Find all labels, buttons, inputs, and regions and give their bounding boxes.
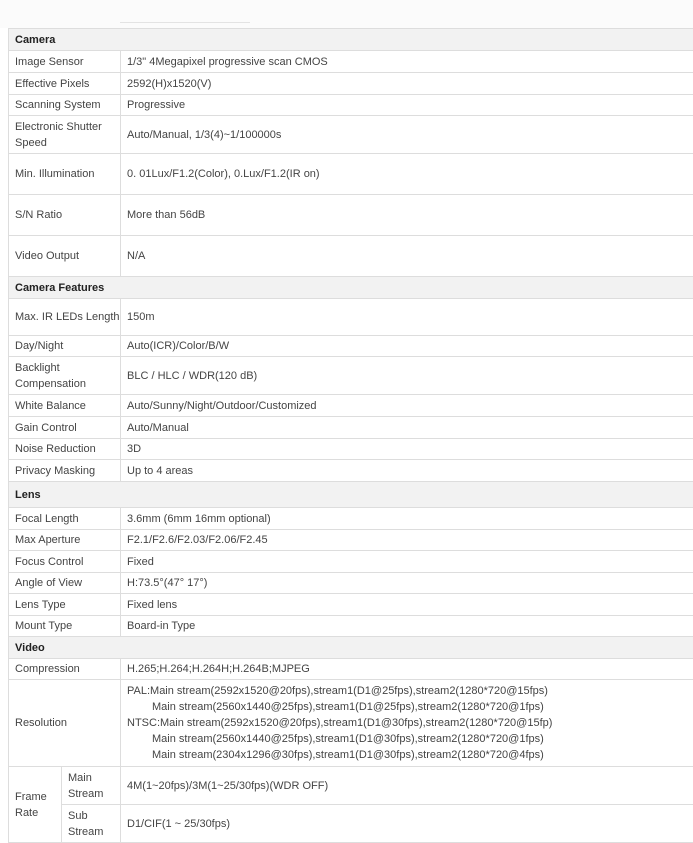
spec-value: 2592(H)x1520(V) xyxy=(121,73,693,95)
section-title: Camera xyxy=(9,29,693,51)
section-row-camera xyxy=(9,29,693,51)
spec-value: 0. 01Lux/F1.2(Color), 0.Lux/F1.2(IR on) xyxy=(121,154,693,195)
spec-value: 3.6mm (6mm 16mm optional) xyxy=(121,508,693,530)
spec-label: Max. IR LEDs Length xyxy=(9,299,121,336)
spec-label: Frame Rate xyxy=(9,767,62,843)
spec-value: 1/3" 4Megapixel progressive scan CMOS xyxy=(121,51,693,73)
spec-value: H:73.5°(47° 17°) xyxy=(121,573,693,594)
spec-label: Privacy Masking xyxy=(9,460,121,482)
resolution-line: Main stream(2560x1440@25fps),stream1(D1@25fps),stream2(1280*720@1fps) xyxy=(127,699,693,715)
spec-label: Min. Illumination xyxy=(9,154,121,195)
section-title: Camera Features xyxy=(9,277,693,299)
divider xyxy=(120,22,250,23)
table-row xyxy=(9,95,693,116)
section-row-video xyxy=(9,637,693,659)
section-title: Video xyxy=(9,637,693,659)
spec-label: Resolution xyxy=(9,680,121,767)
table-row xyxy=(9,508,693,530)
table-row xyxy=(9,616,693,637)
page-top-strip xyxy=(0,0,693,28)
spec-value: H.265;H.264;H.264H;H.264B;MJPEG xyxy=(121,659,693,680)
table-row xyxy=(9,236,693,277)
section-row-camera-features xyxy=(9,277,693,299)
spec-value: D1/CIF(1 ~ 25/30fps) xyxy=(121,805,693,843)
spec-label: Focus Control xyxy=(9,551,121,573)
spec-label: Image Sensor xyxy=(9,51,121,73)
spec-value: Auto(ICR)/Color/B/W xyxy=(121,336,693,357)
spec-value: Auto/Sunny/Night/Outdoor/Customized xyxy=(121,395,693,417)
spec-label: Scanning System xyxy=(9,95,121,116)
resolution-line: PAL:Main stream(2592x1520@20fps),stream1(D1@25fps),stream2(1280*720@15fps) xyxy=(127,683,693,699)
section-title: Lens xyxy=(9,482,693,508)
spec-label: Video Output xyxy=(9,236,121,277)
spec-value: 3D xyxy=(121,439,693,460)
spec-value: Progressive xyxy=(121,95,693,116)
table-row xyxy=(9,659,693,680)
table-row xyxy=(9,573,693,594)
table-row xyxy=(9,154,693,195)
resolution-line: NTSC:Main stream(2592x1520@20fps),stream1(D1@30fps),stream2(1280*720@15fp) xyxy=(127,715,693,731)
spec-sublabel: Sub Stream xyxy=(62,805,121,843)
spec-label: S/N Ratio xyxy=(9,195,121,236)
spec-sublabel: Main Stream xyxy=(62,767,121,805)
spec-value: More than 56dB xyxy=(121,195,693,236)
table-row xyxy=(9,805,693,843)
resolution-line: Main stream(2304x1296@30fps),stream1(D1@30fps),stream2(1280*720@4fps) xyxy=(127,747,693,763)
spec-label: Compression xyxy=(9,659,121,680)
spec-label: Angle of View xyxy=(9,573,121,594)
spec-label: White Balance xyxy=(9,395,121,417)
spec-value: Auto/Manual xyxy=(121,417,693,439)
table-row xyxy=(9,195,693,236)
section-row-lens xyxy=(9,482,693,508)
spec-value: Fixed lens xyxy=(121,594,693,616)
spec-value: 150m xyxy=(121,299,693,336)
spec-label: Gain Control xyxy=(9,417,121,439)
table-row xyxy=(9,357,693,395)
spec-value: BLC / HLC / WDR(120 dB) xyxy=(121,357,693,395)
table-row xyxy=(9,767,693,805)
spec-value: Fixed xyxy=(121,551,693,573)
spec-label: Noise Reduction xyxy=(9,439,121,460)
spec-label: Lens Type xyxy=(9,594,121,616)
table-row xyxy=(9,51,693,73)
spec-label: Backlight Compensation xyxy=(9,357,121,395)
spec-value: Board-in Type xyxy=(121,616,693,637)
spec-label: Day/Night xyxy=(9,336,121,357)
spec-label: Focal Length xyxy=(9,508,121,530)
spec-value: Auto/Manual, 1/3(4)~1/100000s xyxy=(121,116,693,154)
table-row xyxy=(9,439,693,460)
table-row xyxy=(9,116,693,154)
spec-label: Effective Pixels xyxy=(9,73,121,95)
spec-label: Mount Type xyxy=(9,616,121,637)
table-row xyxy=(9,551,693,573)
table-row xyxy=(9,594,693,616)
table-row xyxy=(9,73,693,95)
spec-label: Electronic Shutter Speed xyxy=(9,116,121,154)
spec-value: Up to 4 areas xyxy=(121,460,693,482)
spec-table xyxy=(8,28,693,843)
table-row xyxy=(9,680,693,767)
table-row xyxy=(9,299,693,336)
resolution-values xyxy=(121,680,693,767)
table-row xyxy=(9,417,693,439)
resolution-line: Main stream(2560x1440@25fps),stream1(D1@30fps),stream2(1280*720@1fps) xyxy=(127,731,693,747)
spec-value: 4M(1~20fps)/3M(1~25/30fps)(WDR OFF) xyxy=(121,767,693,805)
table-row xyxy=(9,336,693,357)
table-row xyxy=(9,395,693,417)
spec-label: Max Aperture xyxy=(9,530,121,551)
table-row xyxy=(9,530,693,551)
spec-value: F2.1/F2.6/F2.03/F2.06/F2.45 xyxy=(121,530,693,551)
table-row xyxy=(9,460,693,482)
spec-value: N/A xyxy=(121,236,693,277)
